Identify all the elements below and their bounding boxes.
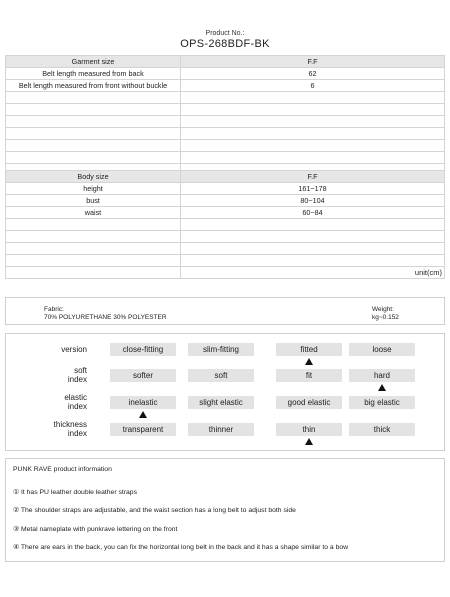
empty-row <box>6 219 445 231</box>
attribute-option: hard <box>349 369 415 382</box>
attribute-option: fitted <box>276 343 342 356</box>
unit-row <box>6 267 445 279</box>
attribute-option: loose <box>349 343 415 356</box>
attribute-option: softer <box>110 369 176 382</box>
weight-value: kg~0.152 <box>372 314 399 321</box>
info-point: ① It has PU leather double leather straps <box>13 489 137 496</box>
empty-row <box>6 243 445 255</box>
selected-marker-icon <box>305 438 313 445</box>
empty-row <box>6 128 445 140</box>
measurement-label: height <box>6 183 181 195</box>
info-title: PUNK RAVE product information <box>13 466 112 473</box>
info-point: ③ Metal nameplate with punkrave lettering on the front <box>13 526 178 533</box>
weight-label: Weight: <box>372 306 394 313</box>
empty-row <box>6 140 445 152</box>
empty-row <box>6 116 445 128</box>
info-point: ④ There are ears in the back, you can fix the horizontal long belt in the back and it has a shape similar to a bow <box>13 544 349 551</box>
attribute-option: big elastic <box>349 396 415 409</box>
attribute-option: thick <box>349 423 415 436</box>
attribute-option: fit <box>276 369 342 382</box>
empty-row <box>6 104 445 116</box>
selected-marker-icon <box>139 411 147 418</box>
attribute-option: transparent <box>110 423 176 436</box>
table-header-row <box>6 56 445 68</box>
table-header-row <box>6 171 445 183</box>
measurement-label: Belt length measured from back <box>6 68 181 80</box>
measurement-value: 62 <box>181 68 445 80</box>
measurement-value: 161~178 <box>181 183 445 195</box>
attribute-option: soft <box>188 369 254 382</box>
table-row <box>6 195 445 207</box>
empty-row <box>6 231 445 243</box>
attribute-label: soft index <box>67 366 87 384</box>
table-row <box>6 80 445 92</box>
product-number-label: Product No.: <box>205 30 245 37</box>
garment-size-header: Garment size <box>6 56 181 68</box>
measurement-label: waist <box>6 207 181 219</box>
attribute-option: inelastic <box>110 396 176 409</box>
attribute-option: thinner <box>188 423 254 436</box>
measurement-value: 6 <box>181 80 445 92</box>
fabric-value: 70% POLYURETHANE 30% POLYESTER <box>44 314 167 321</box>
attributes-panel <box>5 333 445 451</box>
measurement-label: bust <box>6 195 181 207</box>
empty-row <box>6 152 445 164</box>
info-point: ② The shoulder straps are adjustable, and the waist section has a long belt to adjust both side <box>13 507 296 514</box>
measurement-label: Belt length measured from front without buckle <box>6 80 181 92</box>
fabric-panel <box>5 297 445 325</box>
body-size-table <box>5 170 445 279</box>
garment-size-column-header: F.F <box>181 56 445 68</box>
attribute-option: slim-fitting <box>188 343 254 356</box>
attribute-label: thickness index <box>53 420 87 438</box>
garment-size-table <box>5 55 445 176</box>
measurement-value: 80~104 <box>181 195 445 207</box>
selected-marker-icon <box>305 358 313 365</box>
attribute-option: close-fitting <box>110 343 176 356</box>
attribute-option: thin <box>276 423 342 436</box>
attribute-option: slight elastic <box>188 396 254 409</box>
product-number: OPS-268BDF-BK <box>180 38 270 50</box>
attribute-label: elastic index <box>64 393 87 411</box>
selected-marker-icon <box>378 384 386 391</box>
body-size-column-header: F.F <box>181 171 445 183</box>
body-size-header: Body size <box>6 171 181 183</box>
product-header <box>0 30 450 50</box>
unit-label: unit(cm) <box>181 267 445 279</box>
fabric-label: Fabric: <box>44 306 64 313</box>
measurement-value: 60~84 <box>181 207 445 219</box>
attribute-option: good elastic <box>276 396 342 409</box>
table-row <box>6 68 445 80</box>
empty-row <box>6 255 445 267</box>
table-row <box>6 183 445 195</box>
product-info-panel <box>5 458 445 562</box>
table-row <box>6 207 445 219</box>
attribute-label: version <box>61 344 87 354</box>
empty-row <box>6 92 445 104</box>
